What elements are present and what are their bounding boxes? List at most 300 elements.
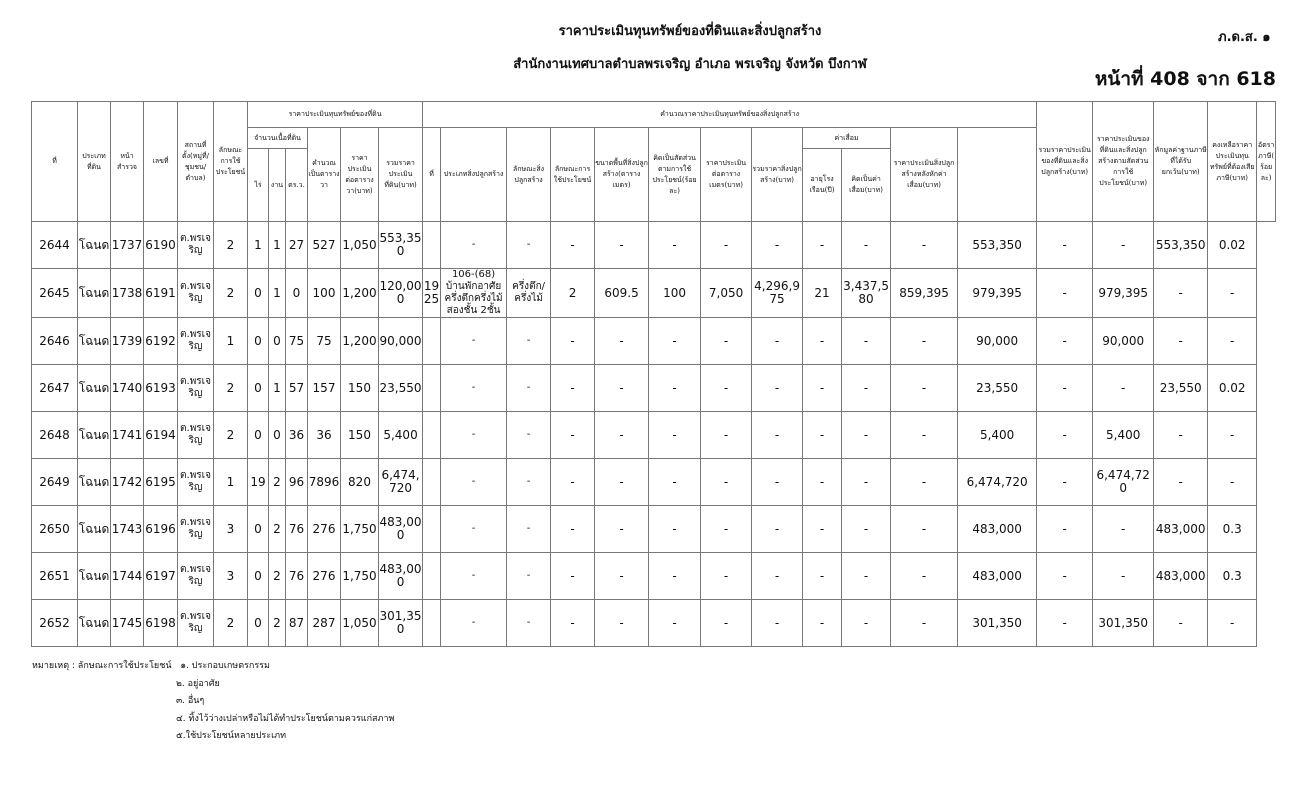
col-group-building: คำนวณราคาประเมินทุนทรัพย์ของสิ่งปลูกสร้าง	[423, 102, 1037, 128]
cell-sq-wa: 157	[308, 365, 341, 412]
col-header-usage: ลักษณะการใช้ประโยชน์	[214, 102, 248, 222]
col-header-building-usage: ลักษณะการใช้ประโยชน์	[551, 128, 595, 222]
cell-land-type: โฉนด	[78, 318, 111, 365]
document-subtitle: สำนักงานเทศบาลตำบลพรเจริญ อำเภอ พรเจริญ จังหวัด บึงกาฬ	[513, 57, 867, 72]
cell-grand-total: 483,000	[958, 553, 1037, 600]
cell-tax-rate: 0.3	[1208, 553, 1257, 600]
cell-age: -	[803, 412, 842, 459]
cell-bld-usage: -	[551, 553, 595, 600]
cell-age: -	[803, 222, 842, 269]
cell-taxable: 23,550	[1154, 365, 1208, 412]
cell-bld-char: -	[507, 506, 551, 553]
cell-exemption: 979,395	[1093, 269, 1154, 318]
cell-bld-total: -	[752, 412, 803, 459]
cell-ngan: 1	[269, 269, 286, 318]
form-code: ภ.ด.ส. ๑	[1218, 30, 1271, 45]
cell-exemption: 90,000	[1093, 318, 1154, 365]
cell-bld-usage: -	[551, 318, 595, 365]
cell-rai: 0	[248, 553, 269, 600]
cell-bld-price: -	[701, 412, 752, 459]
cell-exemption: 301,350	[1093, 600, 1154, 647]
cell-number: 6192	[144, 318, 178, 365]
cell-usage: 2	[214, 412, 248, 459]
cell-number: 6196	[144, 506, 178, 553]
cell-location: ต.พรเจริญ	[178, 600, 214, 647]
cell-taxable: -	[1154, 600, 1208, 647]
cell-location: ต.พรเจริญ	[178, 365, 214, 412]
col-header-building-size: ขนาดพื้นที่สิ่งปลูกสร้าง(ตารางเมตร)	[595, 128, 649, 222]
cell-tax-rate: 0.02	[1208, 222, 1257, 269]
cell-age: -	[803, 506, 842, 553]
cell-rai: 19	[248, 459, 269, 506]
cell-sq-wa: 36	[308, 412, 341, 459]
cell-land-total: 5,400	[379, 412, 423, 459]
cell-bld-price: -	[701, 459, 752, 506]
col-header-grand-total: รวมราคาประเมินของที่ดินและสิ่งปลูกสร้าง(บาท)	[1037, 102, 1093, 222]
cell-ratio-value: -	[1037, 412, 1093, 459]
cell-ngan: 1	[269, 222, 286, 269]
cell-bld-char: -	[507, 412, 551, 459]
cell-ratio-value: -	[1037, 553, 1093, 600]
cell-land-total: 553,350	[379, 222, 423, 269]
cell-bld-total: -	[752, 553, 803, 600]
cell-bld-type: -	[441, 600, 507, 647]
cell-depr: -	[842, 553, 891, 600]
col-header-tax-rate: อัตราภาษี(ร้อยละ)	[1257, 102, 1276, 222]
cell-ngan: 0	[269, 318, 286, 365]
cell-rai: 0	[248, 600, 269, 647]
col-group-land: ราคาประเมินทุนทรัพย์ของที่ดิน	[248, 102, 423, 128]
cell-bld-char: -	[507, 553, 551, 600]
cell-bld-no	[423, 459, 441, 506]
cell-bld-price: -	[701, 222, 752, 269]
col-group-area: จำนวนเนื้อที่ดิน	[248, 128, 308, 149]
cell-bld-size: 609.5	[595, 269, 649, 318]
col-header-land-type: ประเภทที่ดิน	[78, 102, 111, 222]
cell-land-total: 483,000	[379, 553, 423, 600]
cell-land-type: โฉนด	[78, 269, 111, 318]
cell-usage: 2	[214, 269, 248, 318]
cell-taxable: -	[1154, 269, 1208, 318]
cell-depr: 3,437,580	[842, 269, 891, 318]
cell-land-type: โฉนด	[78, 365, 111, 412]
cell-taxable: -	[1154, 412, 1208, 459]
cell-land-type: โฉนด	[78, 600, 111, 647]
cell-price-wa: 150	[341, 412, 379, 459]
cell-sq-wa: 75	[308, 318, 341, 365]
cell-land-type: โฉนด	[78, 553, 111, 600]
cell-bld-usage: -	[551, 506, 595, 553]
cell-depr: -	[842, 506, 891, 553]
cell-after-depr: 859,395	[891, 269, 958, 318]
cell-bld-size: -	[595, 318, 649, 365]
cell-land-total: 483,000	[379, 506, 423, 553]
cell-usage: 1	[214, 459, 248, 506]
cell-ngan: 2	[269, 600, 286, 647]
cell-bld-ratio: -	[649, 318, 701, 365]
cell-bld-char: ครึ่งตึก/ครึ่งไม้	[507, 269, 551, 318]
cell-bld-price: -	[701, 600, 752, 647]
cell-age: -	[803, 553, 842, 600]
cell-bld-size: -	[595, 222, 649, 269]
col-header-survey-page: หน้าสำรวจ	[111, 102, 144, 222]
col-header-depreciation-value: คิดเป็นค่าเสื่อม(บาท)	[842, 149, 891, 222]
cell-bld-size: -	[595, 459, 649, 506]
col-header-sq-wa: คำนวณเป็นตารางวา	[308, 128, 341, 222]
cell-bld-total: -	[752, 365, 803, 412]
cell-bld-size: -	[595, 412, 649, 459]
cell-depr: -	[842, 222, 891, 269]
cell-bld-type: -	[441, 412, 507, 459]
cell-location: ต.พรเจริญ	[178, 412, 214, 459]
cell-exemption: -	[1093, 222, 1154, 269]
col-header-building-total: รวมราคาสิ่งปลูกสร้าง(บาท)	[752, 128, 803, 222]
cell-after-depr: -	[891, 506, 958, 553]
cell-bld-usage: -	[551, 459, 595, 506]
col-header-land-total: รวมราคาประเมินที่ดิน(บาท)	[379, 128, 423, 222]
cell-tax-rate: 0.3	[1208, 506, 1257, 553]
col-header-age: อายุโรงเรือน(ปี)	[803, 149, 842, 222]
col-header-ratio-value: ราคาประเมินของที่ดินและสิ่งปลูกสร้างตามสัดส่วนการใช้ประโยชน์(บาท)	[1093, 102, 1154, 222]
cell-no: 2647	[32, 365, 78, 412]
cell-bld-ratio: 100	[649, 269, 701, 318]
cell-usage: 3	[214, 506, 248, 553]
cell-number: 6190	[144, 222, 178, 269]
cell-price-wa: 1,750	[341, 506, 379, 553]
col-header-rai: ไร่	[248, 149, 269, 222]
cell-grand-total: 483,000	[958, 506, 1037, 553]
cell-depr: -	[842, 459, 891, 506]
cell-price-wa: 150	[341, 365, 379, 412]
cell-grand-total: 979,395	[958, 269, 1037, 318]
cell-bld-usage: -	[551, 600, 595, 647]
cell-no: 2652	[32, 600, 78, 647]
cell-exemption: -	[1093, 506, 1154, 553]
cell-bld-ratio: -	[649, 412, 701, 459]
cell-rai: 0	[248, 506, 269, 553]
cell-page: 1737	[111, 222, 144, 269]
cell-usage: 2	[214, 222, 248, 269]
cell-bld-size: -	[595, 506, 649, 553]
cell-page: 1741	[111, 412, 144, 459]
cell-bld-type: -	[441, 506, 507, 553]
col-header-ngan: งาน	[269, 149, 286, 222]
cell-price-wa: 820	[341, 459, 379, 506]
notes-item: ๔. ทิ้งไว้ว่างเปล่าหรือไม่ได้ทำประโยชน์ตามควรแก่สภาพ	[176, 713, 395, 724]
cell-location: ต.พรเจริญ	[178, 318, 214, 365]
cell-rai: 0	[248, 269, 269, 318]
cell-bld-ratio: -	[649, 553, 701, 600]
cell-number: 6194	[144, 412, 178, 459]
notes-item: ๓. อื่นๆ	[176, 696, 205, 706]
cell-ratio-value: -	[1037, 365, 1093, 412]
cell-bld-size: -	[595, 553, 649, 600]
table-row	[32, 553, 1276, 600]
cell-page: 1743	[111, 506, 144, 553]
cell-tax-rate: 0.02	[1208, 365, 1257, 412]
cell-taxable: 553,350	[1154, 222, 1208, 269]
cell-land-type: โฉนด	[78, 412, 111, 459]
cell-land-total: 6,474,720	[379, 459, 423, 506]
cell-land-type: โฉนด	[78, 506, 111, 553]
notes	[32, 658, 394, 746]
cell-ratio-value: -	[1037, 318, 1093, 365]
document-title: ราคาประเมินทุนทรัพย์ของที่ดินและสิ่งปลูกสร้าง	[558, 24, 822, 39]
cell-wa: 87	[286, 600, 308, 647]
cell-tax-rate: -	[1208, 318, 1257, 365]
cell-bld-char: -	[507, 318, 551, 365]
cell-no: 2651	[32, 553, 78, 600]
cell-age: -	[803, 600, 842, 647]
cell-bld-ratio: -	[649, 222, 701, 269]
cell-age: -	[803, 459, 842, 506]
cell-no: 2650	[32, 506, 78, 553]
col-header-exemption: หักมูลค่าฐานภาษีที่ได้รับยกเว้น(บาท)	[1154, 102, 1208, 222]
cell-after-depr: -	[891, 318, 958, 365]
cell-number: 6195	[144, 459, 178, 506]
col-header-building-ratio: คิดเป็นสัดส่วนตามการใช้ประโยชน์(ร้อยละ)	[649, 128, 701, 222]
cell-bld-price: -	[701, 365, 752, 412]
cell-bld-type: -	[441, 459, 507, 506]
cell-taxable: -	[1154, 459, 1208, 506]
cell-after-depr: -	[891, 412, 958, 459]
cell-bld-price: 7,050	[701, 269, 752, 318]
cell-rai: 1	[248, 222, 269, 269]
col-header-price-per-wa: ราคาประเมินต่อตารางวา(บาท)	[341, 128, 379, 222]
cell-wa: 76	[286, 506, 308, 553]
cell-bld-total: -	[752, 459, 803, 506]
cell-page: 1742	[111, 459, 144, 506]
col-header-after-depreciation: ราคาประเมินสิ่งปลูกสร้างหลังหักค่าเสื่อม(บาท)	[891, 128, 958, 222]
cell-location: ต.พรเจริญ	[178, 222, 214, 269]
cell-bld-no	[423, 365, 441, 412]
cell-bld-ratio: -	[649, 600, 701, 647]
cell-land-total: 120,000	[379, 269, 423, 318]
cell-location: ต.พรเจริญ	[178, 459, 214, 506]
col-header-wa: ตร.ว.	[286, 149, 308, 222]
cell-exemption: 6,474,720	[1093, 459, 1154, 506]
cell-bld-price: -	[701, 553, 752, 600]
cell-after-depr: -	[891, 222, 958, 269]
cell-price-wa: 1,050	[341, 222, 379, 269]
cell-depr: -	[842, 600, 891, 647]
cell-rai: 0	[248, 365, 269, 412]
cell-after-depr: -	[891, 553, 958, 600]
cell-age: -	[803, 365, 842, 412]
cell-bld-usage: -	[551, 222, 595, 269]
col-header-building-character: ลักษณะสิ่งปลูกสร้าง	[507, 128, 551, 222]
table-row	[32, 222, 1276, 269]
cell-bld-total: -	[752, 506, 803, 553]
cell-bld-no	[423, 318, 441, 365]
cell-bld-size: -	[595, 600, 649, 647]
cell-exemption: 5,400	[1093, 412, 1154, 459]
cell-grand-total: 23,550	[958, 365, 1037, 412]
cell-price-wa: 1,200	[341, 318, 379, 365]
cell-number: 6193	[144, 365, 178, 412]
cell-bld-ratio: -	[649, 506, 701, 553]
notes-label: หมายเหตุ : ลักษณะการใช้ประโยชน์	[32, 661, 172, 671]
cell-price-wa: 1,200	[341, 269, 379, 318]
cell-wa: 76	[286, 553, 308, 600]
cell-taxable: -	[1154, 318, 1208, 365]
cell-no: 2649	[32, 459, 78, 506]
cell-age: 21	[803, 269, 842, 318]
cell-taxable: 483,000	[1154, 553, 1208, 600]
cell-bld-no	[423, 412, 441, 459]
cell-bld-total: 4,296,975	[752, 269, 803, 318]
cell-page: 1740	[111, 365, 144, 412]
cell-bld-no: 1925	[423, 269, 441, 318]
cell-bld-ratio: -	[649, 365, 701, 412]
cell-sq-wa: 7896	[308, 459, 341, 506]
table-row	[32, 318, 1276, 365]
cell-usage: 2	[214, 365, 248, 412]
cell-bld-no	[423, 506, 441, 553]
cell-usage: 3	[214, 553, 248, 600]
cell-ngan: 0	[269, 412, 286, 459]
cell-tax-rate: -	[1208, 600, 1257, 647]
cell-land-type: โฉนด	[78, 459, 111, 506]
notes-item: ๒. อยู่อาศัย	[176, 678, 220, 689]
cell-bld-type: 106-(68) บ้านพักอาศัยครึ่งตึกครึ่งไม้สองชั้น 2ชั้น	[441, 269, 507, 318]
cell-sq-wa: 276	[308, 506, 341, 553]
cell-grand-total: 5,400	[958, 412, 1037, 459]
cell-sq-wa: 276	[308, 553, 341, 600]
table-row	[32, 412, 1276, 459]
cell-exemption: -	[1093, 553, 1154, 600]
cell-tax-rate: -	[1208, 269, 1257, 318]
cell-ratio-value: -	[1037, 459, 1093, 506]
notes-item: ๕.ใช้ประโยชน์หลายประเภท	[176, 731, 287, 741]
cell-bld-ratio: -	[649, 459, 701, 506]
cell-bld-usage: -	[551, 365, 595, 412]
cell-price-wa: 1,050	[341, 600, 379, 647]
cell-age: -	[803, 318, 842, 365]
cell-bld-char: -	[507, 459, 551, 506]
cell-grand-total: 90,000	[958, 318, 1037, 365]
cell-bld-price: -	[701, 506, 752, 553]
cell-page: 1745	[111, 600, 144, 647]
cell-location: ต.พรเจริญ	[178, 553, 214, 600]
cell-land-type: โฉนด	[78, 222, 111, 269]
cell-ratio-value: -	[1037, 222, 1093, 269]
cell-location: ต.พรเจริญ	[178, 269, 214, 318]
cell-land-total: 23,550	[379, 365, 423, 412]
col-header-no: ที่	[32, 102, 78, 222]
cell-tax-rate: -	[1208, 412, 1257, 459]
cell-bld-type: -	[441, 553, 507, 600]
col-header-building-price: ราคาประเมินต่อตารางเมตร(บาท)	[701, 128, 752, 222]
cell-sq-wa: 527	[308, 222, 341, 269]
col-header-number: เลขที่	[144, 102, 178, 222]
cell-no: 2644	[32, 222, 78, 269]
cell-exemption: -	[1093, 365, 1154, 412]
cell-page: 1738	[111, 269, 144, 318]
cell-no: 2645	[32, 269, 78, 318]
cell-bld-size: -	[595, 365, 649, 412]
cell-grand-total: 301,350	[958, 600, 1037, 647]
cell-wa: 0	[286, 269, 308, 318]
cell-bld-type: -	[441, 222, 507, 269]
notes-item: ๑. ประกอบเกษตรกรรม	[180, 661, 270, 671]
cell-ratio-value: -	[1037, 506, 1093, 553]
cell-rai: 0	[248, 318, 269, 365]
cell-bld-total: -	[752, 600, 803, 647]
page-indicator: หน้าที่ 408 จาก 618	[1094, 68, 1276, 90]
cell-sq-wa: 287	[308, 600, 341, 647]
cell-usage: 2	[214, 600, 248, 647]
col-header-building-type: ประเภทสิ่งปลูกสร้าง	[441, 128, 507, 222]
cell-rai: 0	[248, 412, 269, 459]
cell-bld-usage: -	[551, 412, 595, 459]
cell-bld-char: -	[507, 600, 551, 647]
cell-ngan: 2	[269, 553, 286, 600]
cell-wa: 75	[286, 318, 308, 365]
table-row	[32, 269, 1276, 318]
cell-no: 2648	[32, 412, 78, 459]
cell-depr: -	[842, 318, 891, 365]
cell-bld-type: -	[441, 318, 507, 365]
cell-ratio-value: -	[1037, 269, 1093, 318]
cell-depr: -	[842, 412, 891, 459]
cell-location: ต.พรเจริญ	[178, 506, 214, 553]
cell-grand-total: 553,350	[958, 222, 1037, 269]
cell-page: 1744	[111, 553, 144, 600]
cell-bld-no	[423, 600, 441, 647]
cell-wa: 27	[286, 222, 308, 269]
col-header-location: สถานที่ตั้ง(หมู่ที่/ชุมชน/ตำบล)	[178, 102, 214, 222]
cell-tax-rate: -	[1208, 459, 1257, 506]
cell-wa: 57	[286, 365, 308, 412]
table-row	[32, 365, 1276, 412]
cell-after-depr: -	[891, 600, 958, 647]
cell-page: 1739	[111, 318, 144, 365]
cell-grand-total: 6,474,720	[958, 459, 1037, 506]
col-header-taxable: คงเหลือราคาประเมินทุนทรัพย์ที่ต้องเสียภาษี(บาท)	[1208, 102, 1257, 222]
col-header-building-no: ที่	[423, 128, 441, 222]
cell-wa: 36	[286, 412, 308, 459]
cell-bld-price: -	[701, 318, 752, 365]
table-row	[32, 600, 1276, 647]
cell-bld-total: -	[752, 222, 803, 269]
cell-bld-no	[423, 222, 441, 269]
cell-number: 6198	[144, 600, 178, 647]
assessment-table	[31, 101, 1276, 647]
cell-land-total: 90,000	[379, 318, 423, 365]
cell-depr: -	[842, 365, 891, 412]
cell-wa: 96	[286, 459, 308, 506]
cell-bld-usage: 2	[551, 269, 595, 318]
cell-after-depr: -	[891, 365, 958, 412]
cell-bld-char: -	[507, 365, 551, 412]
cell-sq-wa: 100	[308, 269, 341, 318]
cell-taxable: 483,000	[1154, 506, 1208, 553]
cell-land-total: 301,350	[379, 600, 423, 647]
cell-usage: 1	[214, 318, 248, 365]
table-row	[32, 506, 1276, 553]
col-group-depreciation: ค่าเสื่อม	[803, 128, 891, 149]
cell-number: 6191	[144, 269, 178, 318]
cell-ngan: 2	[269, 506, 286, 553]
cell-no: 2646	[32, 318, 78, 365]
cell-bld-no	[423, 553, 441, 600]
cell-price-wa: 1,750	[341, 553, 379, 600]
cell-bld-type: -	[441, 365, 507, 412]
table-body	[32, 222, 1276, 647]
cell-bld-char: -	[507, 222, 551, 269]
table-row	[32, 459, 1276, 506]
